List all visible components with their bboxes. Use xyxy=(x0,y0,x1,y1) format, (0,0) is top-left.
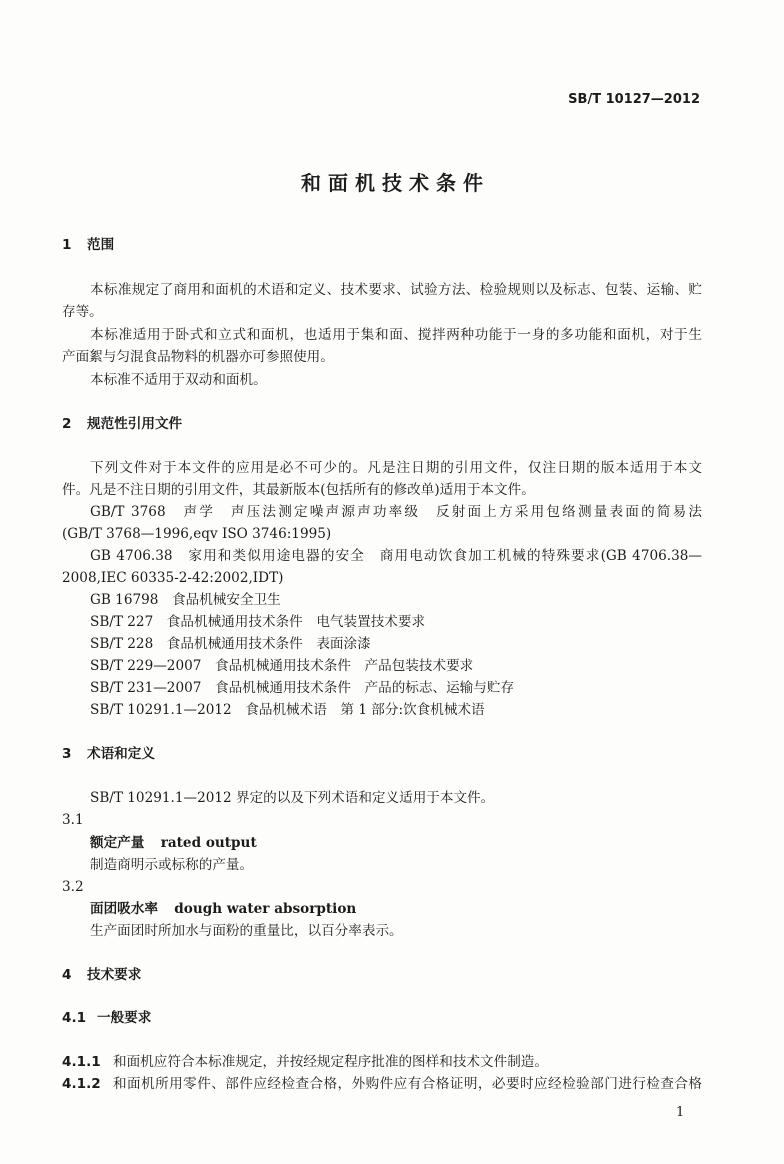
reference-line: GB 4706.38 家用和类似用途电器的安全 商用电动饮食加工机械的特殊要求(GB 4706.38— xyxy=(90,548,702,564)
section-3-heading: 术语和定义 xyxy=(87,746,155,762)
clause-text: 和面机应符合本标准规定，并按经规定程序批准的图样和技术文件制造。 xyxy=(113,1054,548,1070)
section-2-heading: 规范性引用文件 xyxy=(87,416,183,432)
reference-line: GB/T 3768 声学 声压法测定噪声源声功率级 反射面上方采用包络测量表面的简易法 xyxy=(90,504,702,520)
reference-line: SB/T 227 食品机械通用技术条件 电气装置技术要求 xyxy=(90,614,426,630)
section-2-line: 下列文件对于本文件的应用是必不可少的。凡是注日期的引用文件，仅注日期的版本适用于本文 xyxy=(90,460,702,476)
page-number: 1 xyxy=(676,1105,685,1120)
section-2-line: 件。凡是不注日期的引用文件，其最新版本(包括所有的修改单)适用于本文件。 xyxy=(62,482,535,498)
term-number: 3.2 xyxy=(62,879,84,895)
section-3-number: 3 xyxy=(62,746,72,762)
subsection-heading: 一般要求 xyxy=(97,1010,152,1026)
standard-code: SB/T 10127—2012 xyxy=(568,92,700,107)
section-3-intro: SB/T 10291.1—2012 界定的以及下列术语和定义适用于本文件。 xyxy=(90,790,495,806)
reference-line: SB/T 229—2007 食品机械通用技术条件 产品包装技术要求 xyxy=(90,658,474,674)
section-4-heading: 技术要求 xyxy=(87,967,142,983)
section-4-number: 4 xyxy=(62,967,72,983)
term-zh: 额定产量 xyxy=(90,835,145,851)
document-title: 和面机技术条件 xyxy=(301,171,490,195)
term-definition: 生产面团时所加水与面粉的重量比，以百分率表示。 xyxy=(90,923,403,939)
section-1-line: 本标准不适用于双动和面机。 xyxy=(90,372,267,388)
section-1-line: 产面絮与匀混食品物料的机器亦可参照使用。 xyxy=(62,349,334,365)
reference-line: SB/T 228 食品机械通用技术条件 表面涂漆 xyxy=(90,636,371,652)
reference-line: 2008,IEC 60335-2-42:2002,IDT) xyxy=(62,570,284,586)
section-1-line: 本标准适用于卧式和立式和面机，也适用于集和面、搅拌两种功能于一身的多功能和面机，对于生 xyxy=(90,327,702,343)
term-en: dough water absorption xyxy=(174,901,357,917)
section-1-number: 1 xyxy=(62,237,72,253)
reference-line: SB/T 10291.1—2012 食品机械术语 第 1 部分:饮食机械术语 xyxy=(90,702,485,718)
reference-line: GB 16798 食品机械安全卫生 xyxy=(90,592,281,608)
reference-line: (GB/T 3768—1996,eqv ISO 3746:1995) xyxy=(62,526,332,542)
reference-line: SB/T 231—2007 食品机械通用技术条件 产品的标志、运输与贮存 xyxy=(90,680,515,696)
section-1-heading: 范围 xyxy=(87,237,115,253)
term-number: 3.1 xyxy=(62,812,84,828)
term-definition: 制造商明示或标称的产量。 xyxy=(90,857,254,873)
term-entry xyxy=(90,900,356,918)
section-1-line: 本标准规定了商用和面机的术语和定义、技术要求、试验方法、检验规则以及标志、包装、运输、贮 xyxy=(90,282,702,298)
term-zh: 面团吸水率 xyxy=(90,901,158,917)
subsection-number: 4.1 xyxy=(62,1010,87,1026)
clause-text: 和面机所用零件、部件应经检查合格，外购件应有合格证明，必要时应经检验部门进行检查合格 xyxy=(113,1076,702,1092)
term-entry xyxy=(90,834,257,852)
term-en: rated output xyxy=(160,835,257,851)
section-2-number: 2 xyxy=(62,416,72,432)
clause-number: 4.1.1 xyxy=(62,1054,101,1070)
clause-number: 4.1.2 xyxy=(62,1076,101,1092)
section-1-line: 存等。 xyxy=(62,304,103,320)
